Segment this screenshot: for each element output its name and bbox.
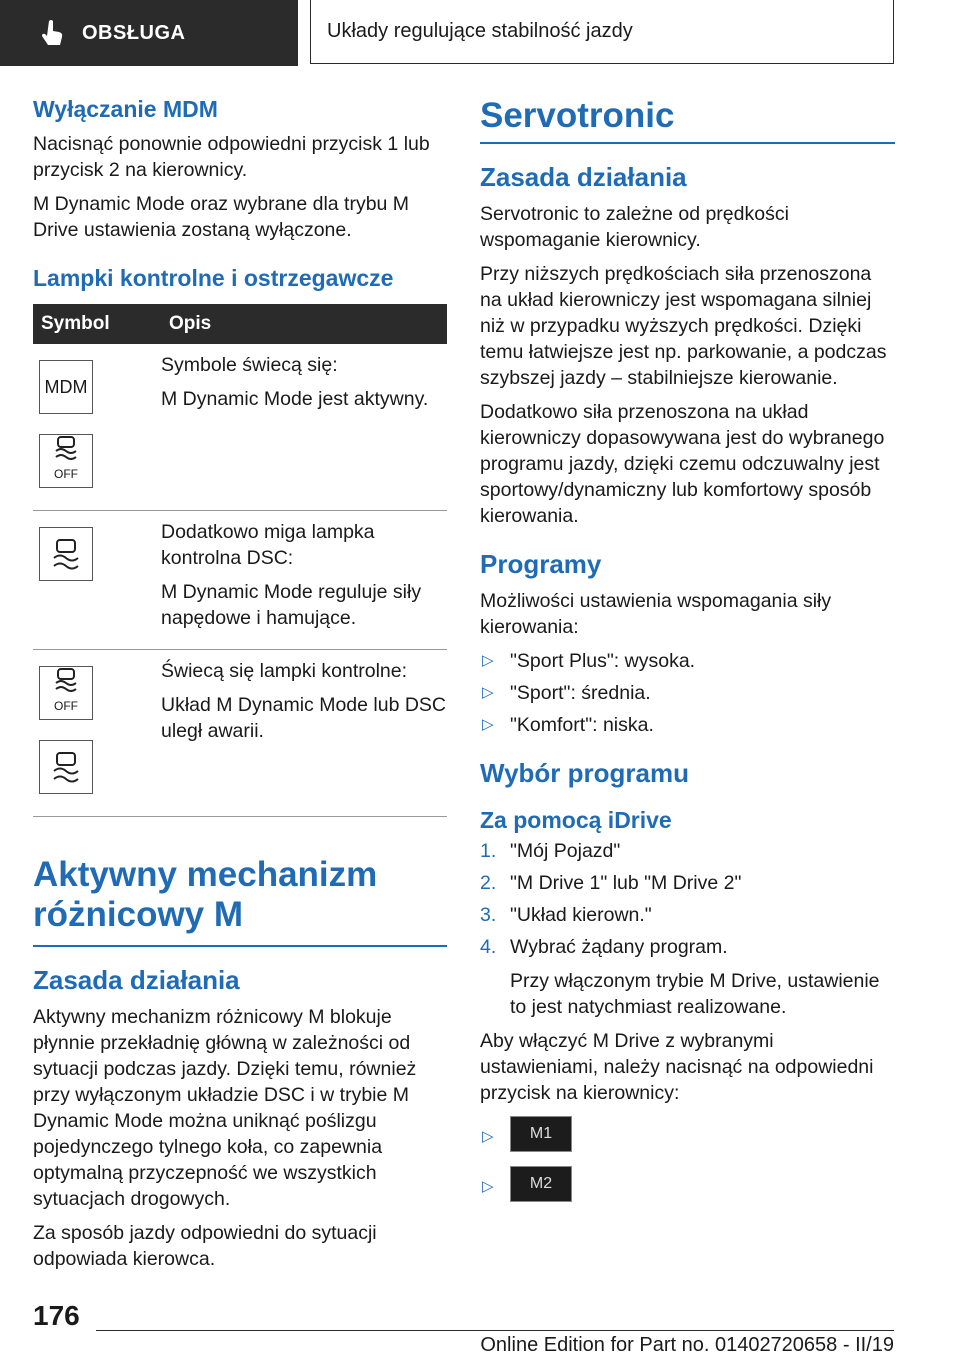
step4-note: Przy włączonym trybie M Drive, ustawienie to jest natychmiast realizowane.: [510, 970, 880, 1018]
lamps-heading: Lampki kontrolne i ostrzegawcze: [33, 265, 394, 291]
idrive-heading: Za pomocą iDrive: [480, 807, 672, 833]
row2-text-2: M Dynamic Mode reguluje siły napędowe i hamujące.: [161, 581, 422, 629]
off-text: OFF: [54, 699, 78, 713]
page-number: 176: [33, 1300, 80, 1331]
mdm-lamp-icon: [39, 360, 93, 414]
mdrive-para: Aby włączyć M Drive z wybranymi ustawieniami, należy nacisnąć na odpowiedni przycisk na kierownicy:: [480, 1030, 874, 1104]
table-row: [33, 650, 447, 817]
list-item: [480, 648, 895, 674]
triangle-bullet-icon: ▷: [482, 1178, 494, 1195]
step-text: "M Drive 1" lub "M Drive 2": [510, 872, 742, 894]
dsc-lamp-icon: [39, 740, 93, 794]
step-text: "Mój Pojazd": [510, 840, 621, 862]
list-item: [480, 870, 895, 896]
mdrive-buttons-list: [480, 1116, 895, 1202]
mdm-off-para-2: M Dynamic Mode oraz wybrane dla trybu M Drive ustawienia zostaną wyłączone.: [33, 193, 410, 241]
section-label: OBSŁUGA: [82, 21, 186, 44]
dsc-off-lamp-icon: [39, 434, 93, 488]
step-number: 4.: [480, 936, 497, 958]
list-item: [480, 1166, 895, 1202]
steps-list: [480, 838, 895, 960]
chapter-tab: [310, 0, 894, 64]
servo-para-1: Servotronic to zależne od prędkości wspomaganie kierownicy.: [480, 203, 789, 251]
list-item-text: "Sport Plus": wysoka.: [510, 650, 696, 672]
row2-text-1: Dodatkowo miga lampka kontrolna DSC:: [161, 521, 375, 569]
list-item: [480, 838, 895, 864]
row1-text-2: M Dynamic Mode jest aktywny.: [161, 388, 429, 410]
triangle-bullet-icon: ▷: [482, 716, 494, 733]
dsc-off-lamp-icon: [39, 666, 93, 720]
left-column: [33, 96, 447, 1280]
list-item: [480, 1116, 895, 1152]
step-text: Wybrać żądany program.: [510, 936, 728, 958]
list-item: [480, 680, 895, 706]
car-skid-icon: [49, 537, 83, 571]
table-row: [33, 344, 447, 511]
servo-para-3: Dodatkowo siła przenoszona na układ kierowniczy dopasowywana jest do wybranego programu jazdy, dzięki czemu odczuwalny jest sportowy/dynamiczny lub komfortowy sposób kierowania.: [480, 401, 885, 527]
servo-para-2: Przy niższych prędkościach siła przenoszona na układ kierowniczy jest wspomagana silniej niż w przypadku wyższych prędkości. Dzięki temu łatwiejsze jest np. parkowanie, a podczas szybszej jazdy – stabilniejsze kierowanie.: [480, 263, 887, 389]
triangle-bullet-icon: ▷: [482, 684, 494, 701]
car-skid-icon: [51, 667, 81, 693]
mdm-icon-text: MDM: [44, 377, 88, 397]
m1-button-icon: M1: [510, 1116, 572, 1152]
edition-text: Online Edition for Part no. 01402720658 - II/19: [480, 1334, 894, 1356]
step-number: 2.: [480, 872, 497, 894]
list-item: [480, 712, 895, 738]
servo-heading: Servotronic: [480, 96, 675, 135]
table-row: [33, 511, 447, 650]
servo-heading-block: [480, 96, 895, 144]
programs-heading: Programy: [480, 549, 602, 579]
diff-heading-block: [33, 855, 447, 947]
table-header-row: [33, 304, 447, 344]
row3-text-2: Układ M Dynamic Mode lub DSC uległ awarii.: [161, 694, 447, 742]
m2-button-icon: M2: [510, 1166, 572, 1202]
diff-heading: Aktywny mechanizm różnicowy M: [33, 855, 378, 934]
mdm-off-para-1: Nacisnąć ponownie odpowiedni przycisk 1 lub przycisk 2 na kierownicy.: [33, 133, 430, 181]
car-skid-icon: [49, 750, 83, 784]
right-column: [480, 96, 895, 1210]
section-tab: [0, 0, 298, 66]
col-symbol: Symbol: [33, 304, 161, 344]
diff-para-2: Za sposób jazdy odpowiedni do sytuacji odpowiada kierowca.: [33, 1222, 377, 1270]
page-header: [0, 0, 960, 66]
hand-pointer-icon: [38, 18, 68, 48]
list-item-text: "Komfort": niska.: [510, 714, 654, 736]
row3-text-1: Świecą się lampki kontrolne:: [161, 660, 408, 682]
lamps-table: [33, 304, 447, 817]
footer-divider: [96, 1330, 894, 1331]
step-number: 1.: [480, 840, 497, 862]
diff-para-1: Aktywny mechanizm różnicowy M blokuje płynnie przekładnię główną w zależności od sytuacji podczas jazdy. Dzięki temu, również przy wyłączonym układzie DSC i w trybie M Dynamic Mode można uniknąć poślizgu pojedynczego tylnego koła, co zapewnia optymalną przyczepność we wszystkich sytuacjach drogowych.: [33, 1006, 417, 1210]
list-item: [480, 902, 895, 928]
programs-list: [480, 648, 895, 738]
triangle-bullet-icon: ▷: [482, 1128, 494, 1145]
row1-text-1: Symbole świecą się:: [161, 354, 338, 376]
mdm-off-heading: Wyłączanie MDM: [33, 96, 218, 122]
programs-intro: Możliwości ustawienia wspomagania siły kierowania:: [480, 590, 832, 638]
col-desc: Opis: [161, 304, 447, 344]
dsc-lamp-icon: [39, 527, 93, 581]
list-item: [480, 934, 895, 960]
servo-subheading: Zasada działania: [480, 162, 687, 192]
chapter-label: Układy regulujące stabilność jazdy: [327, 20, 633, 42]
diff-subheading: Zasada działania: [33, 965, 240, 995]
choice-heading: Wybór programu: [480, 758, 689, 788]
list-item-text: "Sport": średnia.: [510, 682, 651, 704]
triangle-bullet-icon: ▷: [482, 652, 494, 669]
car-skid-icon: [51, 435, 81, 461]
step-number: 3.: [480, 904, 497, 926]
off-text: OFF: [54, 467, 78, 481]
step-text: "Układ kierown.": [510, 904, 652, 926]
